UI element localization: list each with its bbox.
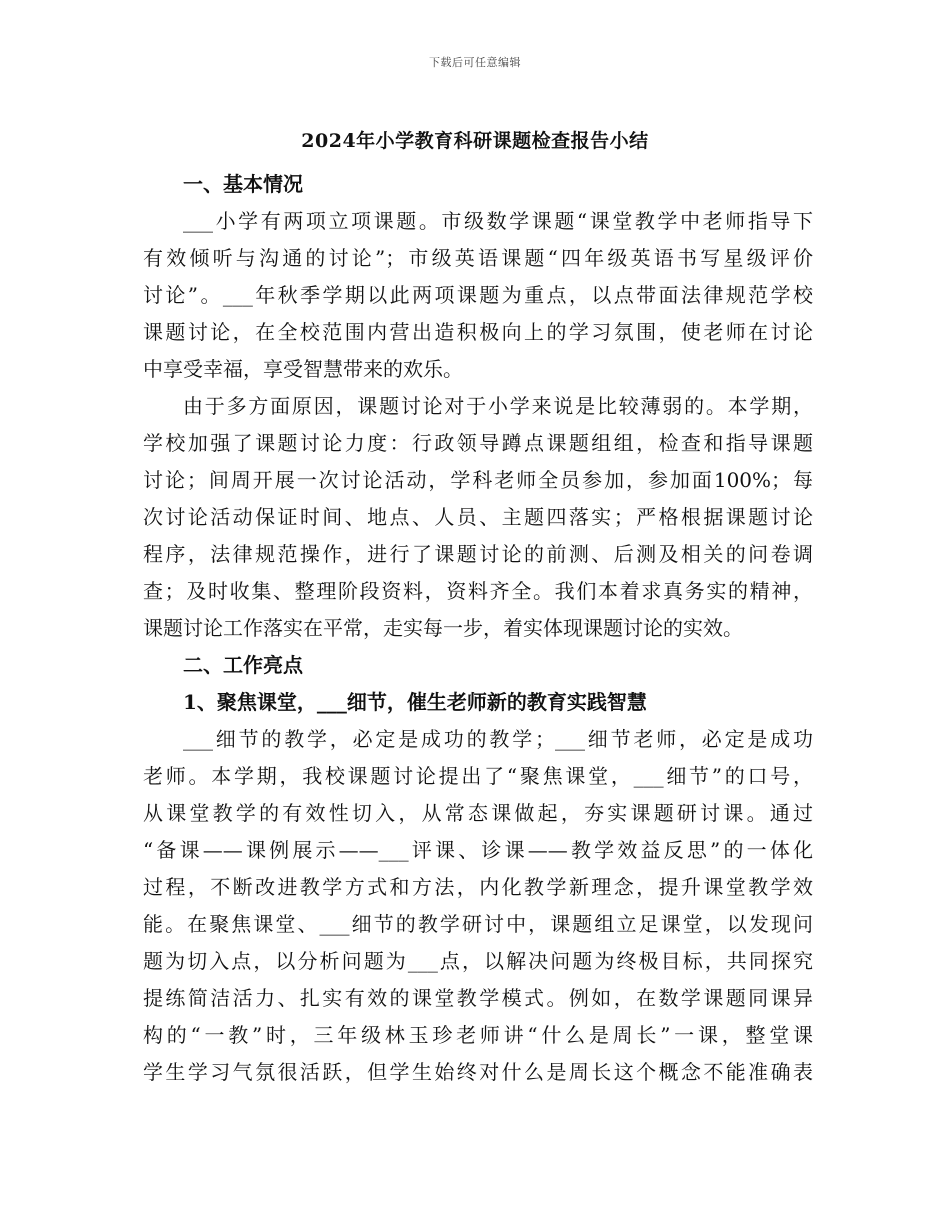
paragraph-line: 从课堂教学的有效性切入，从常态课做起，夯实课题研讨课。通过: [143, 801, 813, 825]
header-note: 下载后可任意编辑: [429, 56, 521, 69]
paragraph-line: 题为切入点，以分析问题为___点，以解决问题为终极目标，共同探究: [143, 949, 813, 973]
paragraph-line: 提练简洁活力、扎实有效的课堂教学模式。例如，在数学课题同课异: [143, 986, 813, 1010]
paragraph-line: 由于多方面原因，课题讨论对于小学来说是比较薄弱的。本学期，: [183, 394, 813, 418]
subsection-heading-focus-classroom: 1、聚焦课堂，___细节，催生老师新的教育实践智慧: [183, 690, 647, 714]
paragraph-line: 程序，法律规范操作，进行了课题讨论的前测、后测及相关的问卷调: [143, 542, 813, 566]
paragraph-line: “备课——课例展示——___评课、诊课——教学效益反思”的一体化: [143, 838, 813, 862]
paragraph-line: ___细节的教学，必定是成功的教学；___细节老师，必定是成功: [183, 727, 813, 751]
paragraph-line: 过程，不断改进教学方式和方法，内化教学新理念，提升课堂教学效: [143, 875, 813, 899]
paragraph-line: 次讨论活动保证时间、地点、人员、主题四落实；严格根据课题讨论: [143, 505, 813, 529]
paragraph-line: 讨论”。___年秋季学期以此两项课题为重点，以点带面法律规范学校: [143, 283, 813, 307]
paragraph-line: 构的“一教”时，三年级林玉珍老师讲“什么是周长”一课，整堂课: [143, 1023, 813, 1047]
paragraph-focus-classroom: [143, 721, 813, 1091]
section-heading-basic: 一、基本情况: [183, 172, 303, 196]
paragraph-line: 查；及时收集、整理阶段资料，资料齐全。我们本着求真务实的精神，: [143, 579, 813, 603]
paragraph-basic-1: [143, 203, 813, 388]
paragraph-line: 中享受幸福，享受智慧带来的欢乐。: [143, 357, 463, 381]
paragraph-line: 学校加强了课题讨论力度：行政领导蹲点课题组组，检查和指导课题: [143, 431, 813, 455]
paragraph-line: 学生学习气氛很活跃，但学生始终对什么是周长这个概念不能准确表: [143, 1060, 813, 1084]
section-heading-highlights: 二、工作亮点: [183, 653, 303, 677]
paragraph-line: 能。在聚焦课堂、___细节的教学研讨中，课题组立足课堂，以发现问: [143, 912, 813, 936]
paragraph-line: 课题讨论工作落实在平常，走实每一步，着实体现课题讨论的实效。: [143, 616, 743, 640]
paragraph-basic-2: [143, 388, 813, 647]
paragraph-line: 讨论；间周开展一次讨论活动，学科老师全员参加，参加面100%；每: [143, 468, 813, 492]
document-title: 2024年小学教育科研课题检查报告小结: [301, 130, 649, 152]
paragraph-line: ___小学有两项立项课题。市级数学课题“课堂教学中老师指导下: [183, 209, 813, 233]
paragraph-line: 老师。本学期，我校课题讨论提出了“聚焦课堂，___细节”的口号，: [143, 764, 813, 788]
paragraph-line: 课题讨论，在全校范围内营出造积极向上的学习氛围，使老师在讨论: [143, 320, 813, 344]
paragraph-line: 有效倾听与沟通的讨论”；市级英语课题“四年级英语书写星级评价: [143, 246, 813, 270]
document-body: [143, 166, 813, 1091]
